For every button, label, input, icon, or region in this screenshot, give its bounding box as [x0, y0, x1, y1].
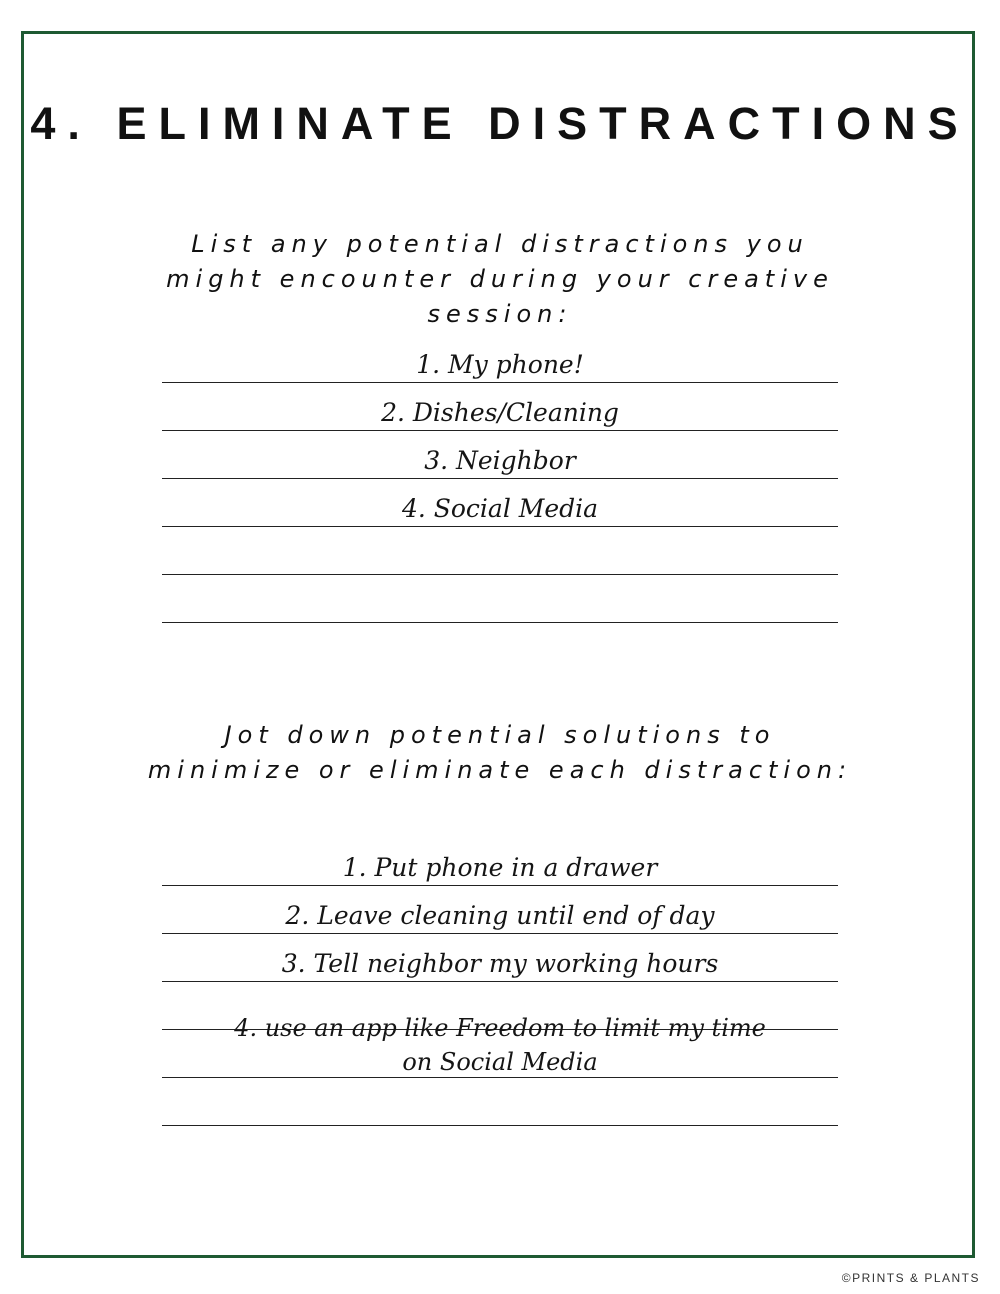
distractions-prompt: List any potential distractions you might encounter during your creative session: — [166, 230, 834, 328]
writing-line[interactable] — [162, 838, 838, 886]
handwritten-answer: 3. Tell neighbor my working hours — [281, 949, 719, 978]
writing-line[interactable] — [162, 575, 838, 623]
writing-line[interactable] — [162, 431, 838, 479]
page-title: 4. ELIMINATE DISTRACTIONS — [30, 98, 970, 149]
handwritten-answer: 4. Social Media — [401, 494, 599, 523]
writing-line[interactable] — [162, 479, 838, 527]
handwritten-answer: 2. Dishes/Cleaning — [381, 398, 619, 427]
writing-line[interactable] — [162, 886, 838, 934]
writing-line[interactable] — [162, 383, 838, 431]
writing-line[interactable] — [162, 335, 838, 383]
handwritten-answer: on Social Media — [402, 1048, 598, 1076]
handwritten-answer: 3. Neighbor — [424, 446, 576, 475]
handwritten-answer: 1. My phone! — [416, 350, 584, 379]
writing-line[interactable] — [162, 982, 838, 1042]
handwritten-answer: 4. use an app like Freedom to limit my time — [234, 1014, 766, 1042]
copyright-footer: ©PRINTS & PLANTS — [841, 1271, 980, 1285]
writing-line[interactable] — [162, 1078, 838, 1126]
handwritten-answer: 1. Put phone in a drawer — [342, 853, 658, 882]
writing-line[interactable] — [162, 934, 838, 982]
writing-line[interactable] — [162, 1030, 838, 1078]
solutions-prompt: Jot down potential solutions to minimize or eliminate each distraction: — [147, 721, 853, 784]
handwritten-answer: 2. Leave cleaning until end of day — [285, 901, 715, 930]
writing-line[interactable] — [162, 527, 838, 575]
